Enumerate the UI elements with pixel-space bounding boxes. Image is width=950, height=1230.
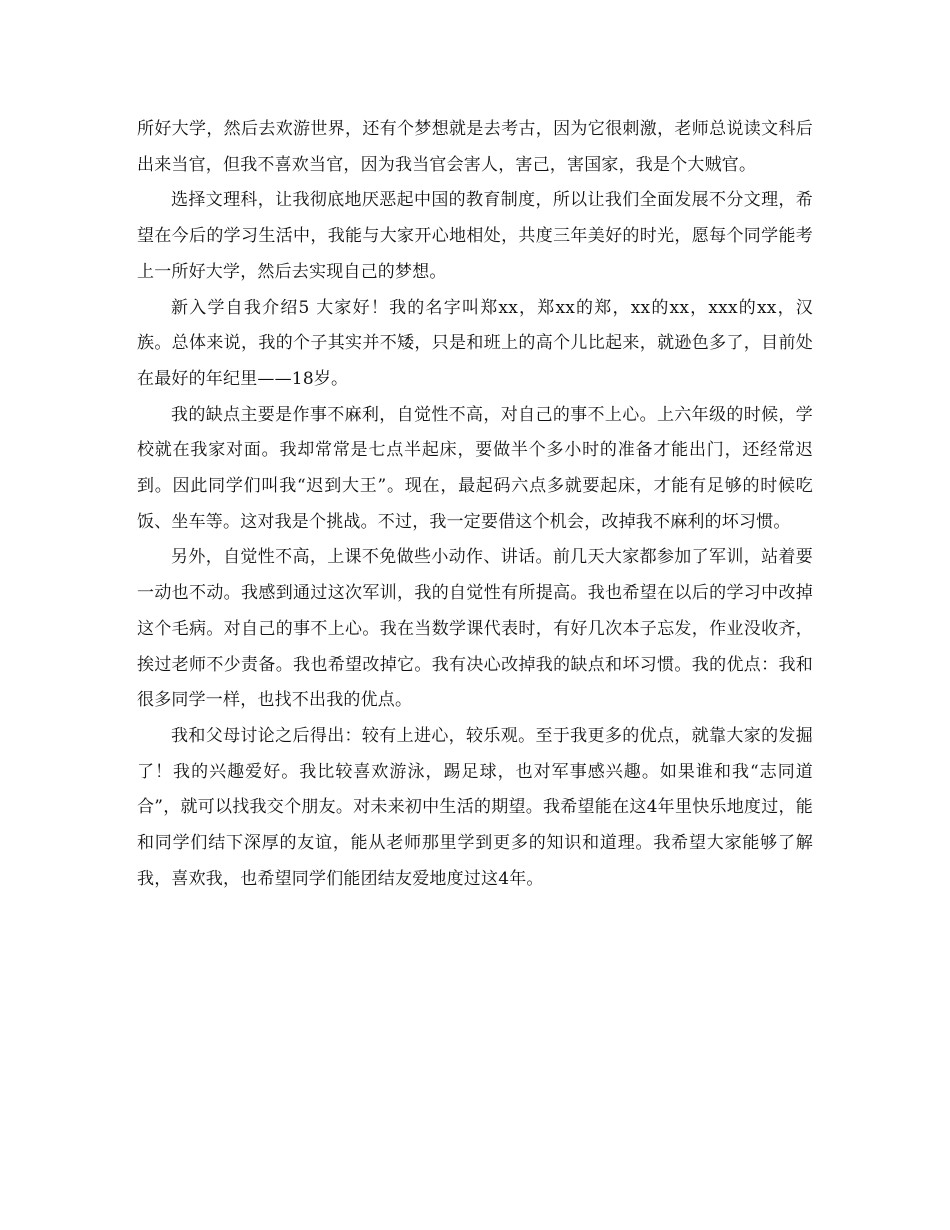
document-body <box>137 112 813 897</box>
paragraph-2: 选择文理科，让我彻底地厌恶起中国的教育制度，所以让我们全面发展不分文理，希望在今后的学习生活中，我能与大家开心地相处，共度三年美好的时光，愿每个同学能考上一所好大学，然后去实现自己的梦想。 <box>137 190 813 282</box>
paragraph-4: 我的缺点主要是作事不麻利，自觉性不高，对自己的事不上心。上六年级的时候，学校就在我家对面。我却常常是七点半起床，要做半个多小时的准备才能出门，还经常迟到。因此同学们叫我“迟到大王”。现在，最起码六点多就要起床，才能有足够的时候吃饭、坐车等。这对我是个挑战。不过，我一定要借这个机会，改掉我不麻利的坏习惯。 <box>137 404 813 532</box>
paragraph-5: 另外，自觉性不高，上课不免做些小动作、讲话。前几天大家都参加了军训，站着要一动也不动。我感到通过这次军训，我的自觉性有所提高。我也希望在以后的学习中改掉这个毛病。对自己的事不上心。我在当数学课代表时，有好几次本子忘发，作业没收齐，挨过老师不少责备。我也希望改掉它。我有决心改掉我的缺点和坏习惯。我的优点：我和很多同学一样，也找不出我的优点。 <box>137 547 813 711</box>
paragraph-6: 我和父母讨论之后得出：较有上进心，较乐观。至于我更多的优点，就靠大家的发掘了！我的兴趣爱好。我比较喜欢游泳，踢足球，也对军事感兴趣。如果谁和我“志同道合”，就可以找我交个朋友。对未来初中生活的期望。我希望能在这4年里快乐地度过，能和同学们结下深厚的友谊，能从老师那里学到更多的知识和道理。我希望大家能够了解我，喜欢我，也希望同学们能团结友爱地度过这4年。 <box>137 725 813 889</box>
paragraph-3: 新入学自我介绍5 大家好！我的名字叫郑xx，郑xx的郑，xx的xx，xxx的xx，汉族。总体来说，我的个子其实并不矮，只是和班上的高个儿比起来，就逊色多了，目前处在最好的年纪里——18岁。 <box>137 297 813 389</box>
paragraph-1: 所好大学，然后去欢游世界，还有个梦想就是去考古，因为它很刺激，老师总说读文科后出来当官，但我不喜欢当官，因为我当官会害人，害己，害国家，我是个大贼官。 <box>137 119 813 175</box>
